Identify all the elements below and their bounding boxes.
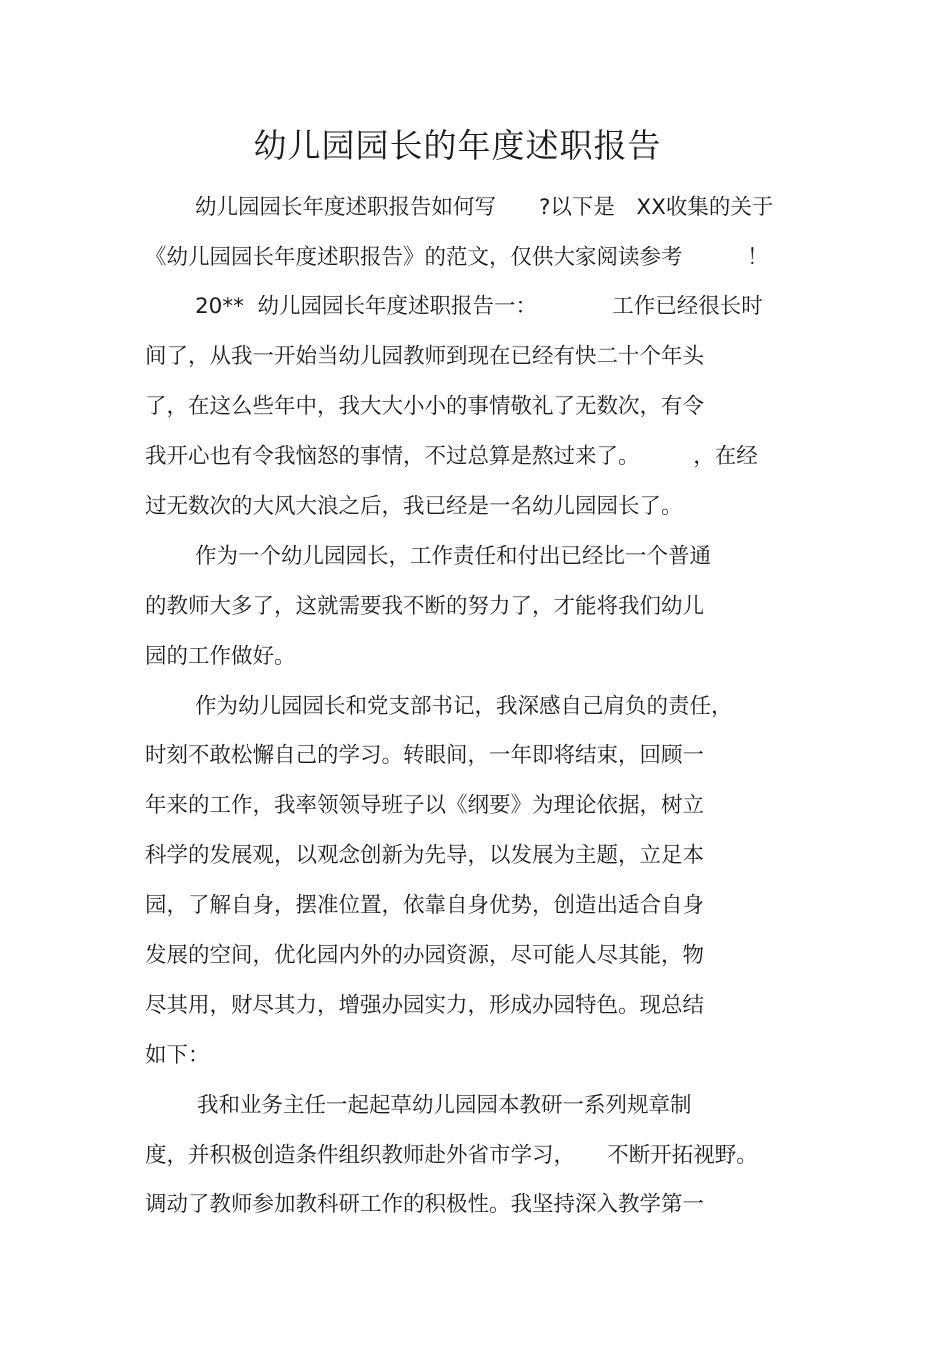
body-line: 时刻不敢松懈自己的学习。转眼间，一年即将结束，回顾一 [145, 743, 705, 768]
body-line: 我和业务主任一起起草幼儿园园本教研一系列规章制 [197, 1093, 692, 1118]
body-line: 作为一个幼儿园园长，工作责任和付出已经比一个普通 [195, 544, 712, 569]
document-title: 幼儿园园长的年度述职报告 [253, 126, 662, 165]
body-line: 度，并积极创造条件组织教师赴外省市学习， 不断开拓视野。 [145, 1143, 758, 1168]
body-line: 作为幼儿园园长和党支部书记，我深感自己肩负的责任， [195, 694, 733, 719]
body-line: 的教师大多了，这就需要我不断的努力了，才能将我们幼儿 [145, 594, 705, 619]
body-line: 如下： [145, 1043, 210, 1068]
body-line: 我开心也有令我恼怒的事情，不过总算是熬过来了。 ，在经 [145, 444, 758, 469]
body-line: 发展的空间，优化园内外的办园资源，尽可能人尽其能，物 [145, 943, 705, 968]
body-line: 科学的发展观，以观念创新为先导，以发展为主题，立足本 [145, 843, 705, 868]
body-line: 年来的工作，我率领领导班子以《纲要》为理论依据，树立 [145, 793, 705, 818]
body-line: 了，在这么些年中，我大大小小的事情敬礼了无数次，有令 [145, 394, 705, 419]
body-line: 间了，从我一开始当幼儿园教师到现在已经有快二十个年头 [145, 344, 705, 369]
body-line: 幼儿园园长年度述职报告如何写 ?以下是 XX收集的关于 [195, 195, 774, 220]
body-line: 园的工作做好。 [145, 644, 296, 669]
body-line: 《幼儿园园长年度述职报告》的范文，仅供大家阅读参考 ！ [145, 245, 769, 270]
body-line: 调动了教师参加教科研工作的积极性。我坚持深入教学第一 [145, 1192, 705, 1217]
body-line: 尽其用，财尽其力，增强办园实力，形成办园特色。现总结 [145, 993, 705, 1018]
body-line: 过无数次的大风大浪之后，我已经是一名幼儿园园长了。 [145, 494, 683, 519]
body-line: 园，了解自身，摆准位置，依靠自身优势，创造出适合自身 [145, 893, 705, 918]
body-line: 20** 幼儿园园长年度述职报告一： 工作已经很长时 [195, 294, 763, 319]
